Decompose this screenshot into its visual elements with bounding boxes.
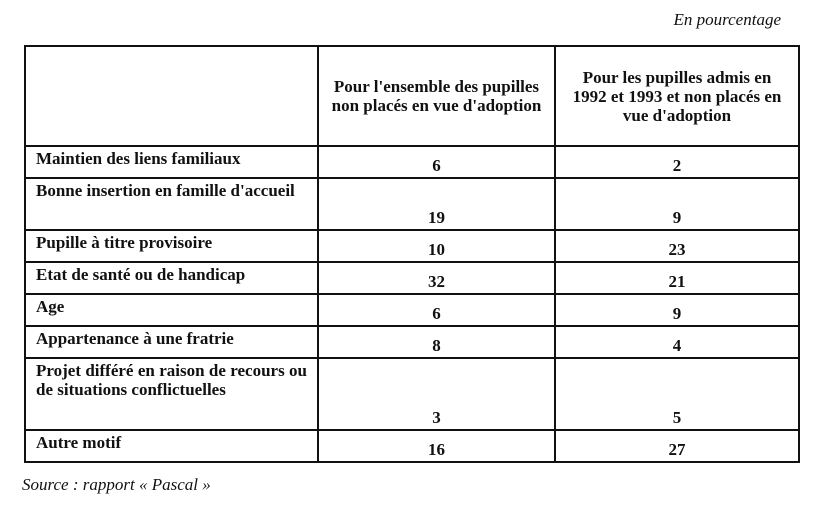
value-1992-1993: 9 [555,294,799,326]
table-row [25,358,799,430]
column-header-1992-1993: Pour les pupilles admis en 1992 et 1993 et non placés en vue d'adoption [555,46,799,146]
row-label: Appartenance à une fratrie [25,326,318,358]
value-all-pupils: 6 [318,146,555,178]
row-label: Maintien des liens familiaux [25,146,318,178]
table-row [25,262,799,294]
data-table [24,45,800,463]
row-label: Bonne insertion en famille d'accueil [25,178,318,230]
value-1992-1993: 9 [555,178,799,230]
table-row [25,178,799,230]
row-label: Projet différé en raison de recours ou de situations conflictuelles [25,358,318,430]
table-row [25,294,799,326]
value-all-pupils: 6 [318,294,555,326]
table-row [25,146,799,178]
empty-corner-cell [25,46,318,146]
source-note: Source : rapport « Pascal » [22,475,211,494]
value-1992-1993: 21 [555,262,799,294]
value-all-pupils: 10 [318,230,555,262]
row-label: Age [25,294,318,326]
value-1992-1993: 4 [555,326,799,358]
value-all-pupils: 19 [318,178,555,230]
value-all-pupils: 32 [318,262,555,294]
row-label: Pupille à titre provisoire [25,230,318,262]
row-label: Etat de santé ou de handicap [25,262,318,294]
value-1992-1993: 5 [555,358,799,430]
column-header-all-pupils: Pour l'ensemble des pupilles non placés en vue d'adoption [318,46,555,146]
value-all-pupils: 8 [318,326,555,358]
value-1992-1993: 27 [555,430,799,462]
table-row [25,430,799,462]
unit-note: En pourcentage [673,10,781,29]
row-label: Autre motif [25,430,318,462]
value-all-pupils: 16 [318,430,555,462]
table-row [25,326,799,358]
header-row [25,46,799,146]
table-row [25,230,799,262]
value-1992-1993: 23 [555,230,799,262]
value-all-pupils: 3 [318,358,555,430]
value-1992-1993: 2 [555,146,799,178]
